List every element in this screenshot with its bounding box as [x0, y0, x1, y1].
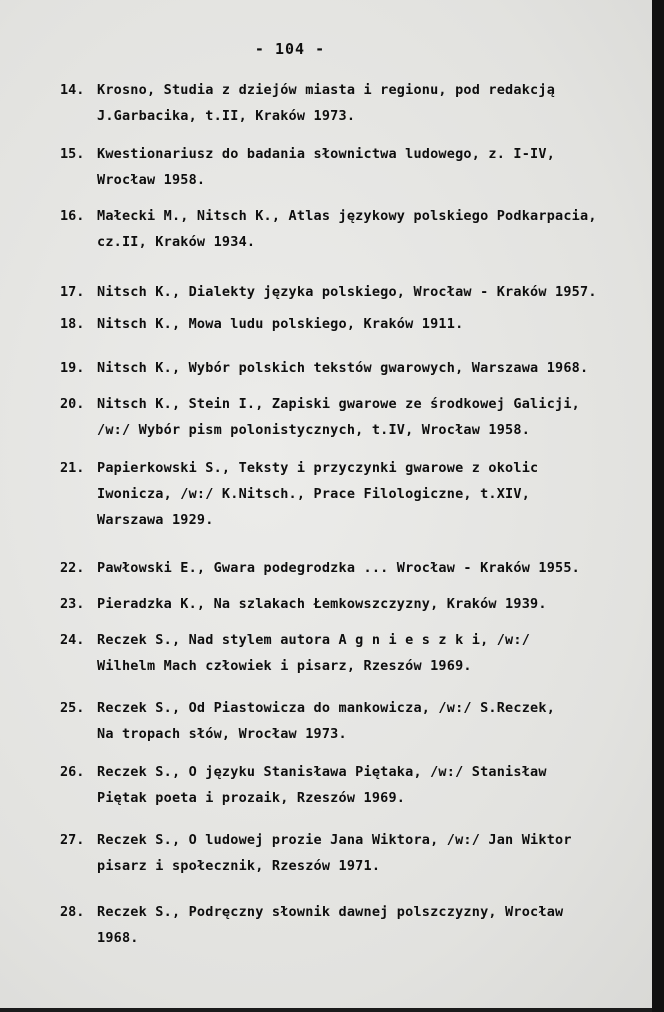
- entry-number: 26.: [60, 764, 85, 780]
- scan-edge: [652, 0, 664, 1012]
- entry-line: Reczek S., Podręczny słownik dawnej polszczyzny, Wrocław: [97, 904, 564, 920]
- entry-line: cz.II, Kraków 1934.: [97, 234, 256, 250]
- entry-line: Wrocław 1958.: [97, 172, 206, 188]
- entry-number: 28.: [60, 904, 85, 920]
- entry-number: 25.: [60, 700, 85, 716]
- entry-number: 24.: [60, 632, 85, 648]
- entry-line: Reczek S., Nad stylem autora A g n i e s z k i, /w:/: [97, 632, 531, 648]
- entry-line: Pieradzka K., Na szlakach Łemkowszczyzny, Kraków 1939.: [97, 596, 547, 612]
- entry-line: Kwestionariusz do badania słownictwa ludowego, z. I-IV,: [97, 146, 556, 162]
- entry-line: Nitsch K., Wybór polskich tekstów gwarowych, Warszawa 1968.: [97, 360, 589, 376]
- entry-number: 15.: [60, 146, 85, 162]
- entry-line: Nitsch K., Dialekty języka polskiego, Wrocław - Kraków 1957.: [97, 284, 597, 300]
- entry-line: /w:/ Wybór pism polonistycznych, t.IV, Wrocław 1958.: [97, 422, 531, 438]
- page-number: - 104 -: [254, 40, 326, 58]
- entry-number: 27.: [60, 832, 85, 848]
- entry-number: 20.: [60, 396, 85, 412]
- entry-line: Nitsch K., Stein I., Zapiski gwarowe ze środkowej Galicji,: [97, 396, 581, 412]
- entry-line: Reczek S., O języku Stanisława Piętaka, /w:/ Stanisław: [97, 764, 547, 780]
- entry-number: 17.: [60, 284, 85, 300]
- entry-line: Iwonicza, /w:/ K.Nitsch., Prace Filologiczne, t.XIV,: [97, 486, 531, 502]
- entry-line: pisarz i społecznik, Rzeszów 1971.: [97, 858, 381, 874]
- entry-number: 23.: [60, 596, 85, 612]
- entry-line: Na tropach słów, Wrocław 1973.: [97, 726, 347, 742]
- entry-line: Piętak poeta i prozaik, Rzeszów 1969.: [97, 790, 406, 806]
- entry-line: Warszawa 1929.: [97, 512, 214, 528]
- entry-number: 19.: [60, 360, 85, 376]
- entry-number: 18.: [60, 316, 85, 332]
- entry-line: Wilhelm Mach człowiek i pisarz, Rzeszów 1969.: [97, 658, 472, 674]
- entry-line: Papierkowski S., Teksty i przyczynki gwarowe z okolic: [97, 460, 539, 476]
- entry-number: 14.: [60, 82, 85, 98]
- entry-number: 21.: [60, 460, 85, 476]
- entry-line: Nitsch K., Mowa ludu polskiego, Kraków 1911.: [97, 316, 464, 332]
- entry-line: Reczek S., Od Piastowicza do mankowicza, /w:/ S.Reczek,: [97, 700, 556, 716]
- entry-line: Pawłowski E., Gwara podegrodzka ... Wrocław - Kraków 1955.: [97, 560, 581, 576]
- entry-number: 16.: [60, 208, 85, 224]
- entry-line: J.Garbacika, t.II, Kraków 1973.: [97, 108, 356, 124]
- entry-line: Reczek S., O ludowej prozie Jana Wiktora, /w:/ Jan Wiktor: [97, 832, 572, 848]
- entry-line: Krosno, Studia z dziejów miasta i regionu, pod redakcją: [97, 82, 556, 98]
- entry-number: 22.: [60, 560, 85, 576]
- entry-line: Małecki M., Nitsch K., Atlas językowy polskiego Podkarpacia,: [97, 208, 597, 224]
- entry-line: 1968.: [97, 930, 139, 946]
